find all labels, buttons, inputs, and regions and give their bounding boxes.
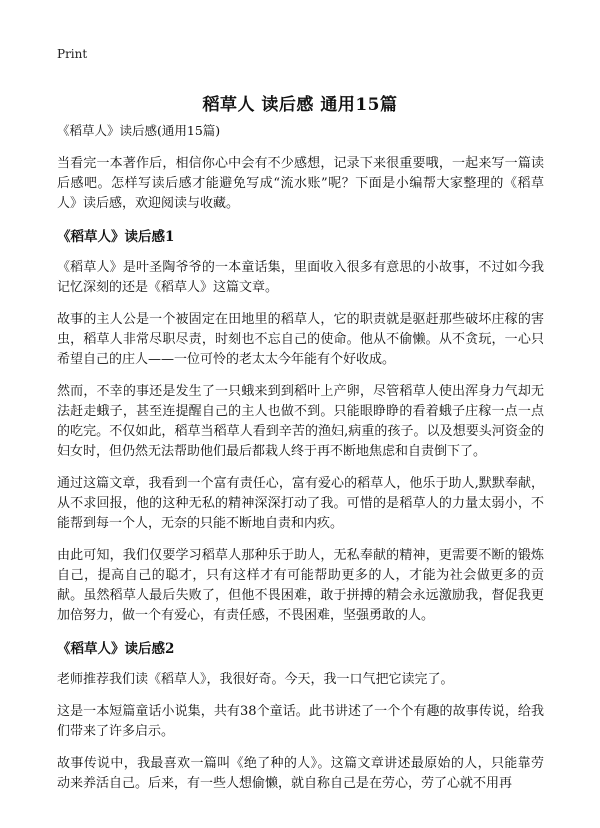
page-title: 稻草人 读后感 通用15篇 — [202, 95, 398, 116]
section-heading-1: 《稻草人》读后感1 — [57, 229, 175, 245]
paragraph: 《稻草人》是叶圣陶爷爷的一本童话集，里面收入很多有意思的小故事，不过如今我记忆深刻的还是《稻草人》这篇文章。 — [57, 260, 544, 295]
paragraph: 故事传说中，我最喜欢一篇叫《绝了种的人》。这篇文章讲述最原始的人，只能靠劳动来养活自己。后来，有一些人想偷懒，就自称自己是在劳心，劳了心就不用再 — [57, 756, 544, 791]
paragraph: 由此可知，我们仅要学习稻草人那种乐于助人，无私奉献的精神，更需要不断的锻炼自己，提高自己的聪才，只有这样才有可能帮助更多的人，才能为社会做更多的贡献。虽然稻草人最后失败了，但他不畏困难，敢于拼搏的精会永远激励我，督促我更加倍努力，做一个有爱心，有责任感，不畏困难，坚强勇敢的人。 — [57, 548, 544, 623]
paragraph: 故事的主人公是一个被固定在田地里的稻草人，它的职责就是驱赶那些破坏庄稼的害虫，稻草人非常尽职尽责，时刻也不忘自己的使命。他从不偷懒。从不贪玩，一心只希望自己的庄人——一位可怜的老太太今年能有个好收成。 — [57, 312, 544, 367]
section-heading-2: 《稻草人》读后感2 — [57, 641, 175, 657]
article-subtitle: 《稻草人》读后感(通用15篇) — [57, 123, 221, 138]
article-body — [57, 122, 544, 806]
print-link[interactable]: Print — [57, 47, 88, 61]
paragraph: 老师推荐我们读《稻草人》，我很好奇。今天，我一口气把它读完了。 — [57, 672, 454, 687]
intro-paragraph: 当看完一本著作后，相信你心中会有不少感想，记录下来很重要哦，一起来写一篇读后感吧。怎样写读后感才能避免写成“流水账”呢？下面是小编帮大家整理的《稻草人》读后感，欢迎阅读与收藏。 — [57, 156, 544, 211]
paragraph: 通过这篇文章，我看到一个富有责任心，富有爱心的稻草人，他乐于助人,默默奉献，从不求回报，他的这种无私的精神深深打动了我。可惜的是稻草人的力量太弱小，不能帮到每一个人，无奈的只能不断地自责和内疚。 — [57, 476, 544, 531]
paragraph: 这是一本短篇童话小说集，共有38个童话。此书讲述了一个个有趣的故事传说，给我们带来了许多启示。 — [57, 704, 544, 739]
paragraph: 然而，不幸的事还是发生了一只蛾来到到稻叶上产卵，尽管稻草人使出浑身力气却无法赶走蛾子，甚至连提醒自己的主人也做不到。只能眼睁睁的看着蛾子庄稼一点一点的吃完。不仅如此，稻草当稻草人看到辛苦的渔妇,病重的孩子。以及想要头河资金的妇女时，但仍然无法帮助他们最后都栽人终于再不断地焦虑和自责倒下了。 — [57, 384, 544, 459]
